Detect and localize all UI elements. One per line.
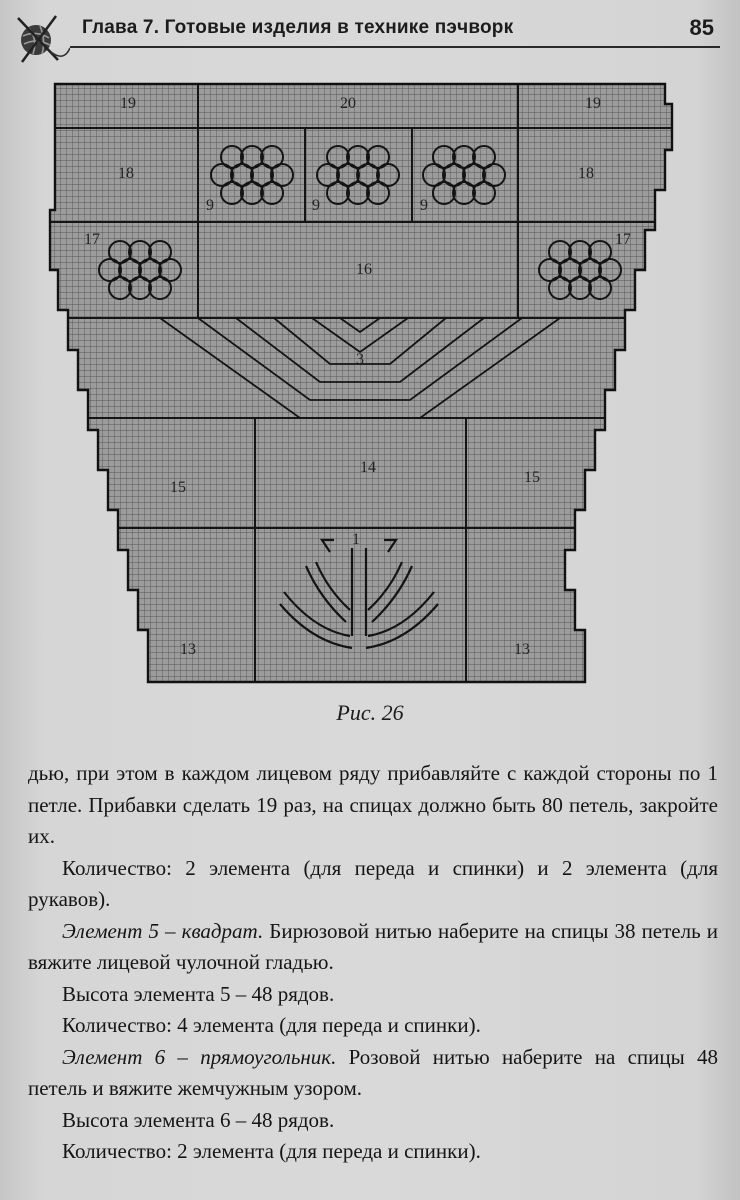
element-6-heading: Элемент 6 – прямоугольник. <box>62 1044 337 1069</box>
paragraph-continuation: дью, при этом в каждом лицевом ряду прибавляйте с каждой стороны по 1 петле. Прибавки сделать 19 раз, на спицах должно быть 80 петель, закройте их. <box>28 761 718 848</box>
label-18-left: 18 <box>118 165 134 182</box>
label-9-c: 9 <box>420 197 428 214</box>
knitting-scheme-figure <box>0 70 740 690</box>
paragraph-element-5 <box>28 916 718 979</box>
page-number: 85 <box>689 15 714 40</box>
running-header <box>0 0 740 70</box>
figure-caption: Рис. 26 <box>336 700 404 725</box>
chapter-title: Глава 7. Готовые изделия в технике пэчворк <box>82 17 514 38</box>
paragraph-height-5: Высота элемента 5 – 48 рядов. <box>62 981 335 1006</box>
paragraph-height-6: Высота элемента 6 – 48 рядов. <box>62 1107 335 1132</box>
label-17-right: 17 <box>615 231 631 248</box>
paragraph-quantity-1: Количество: 2 элемента (для переда и спинки) и 2 элемента (для рукавов). <box>28 855 718 911</box>
label-13-right: 13 <box>514 641 530 658</box>
yarn-ball-knitting-needles-icon <box>12 10 70 68</box>
label-3: 3 <box>356 351 364 368</box>
label-9-b: 9 <box>312 197 320 214</box>
paragraph-quantity-6: Количество: 2 элемента (для переда и спинки). <box>62 1139 481 1163</box>
patchwork-sweater-diagram <box>0 70 740 690</box>
label-19-left: 19 <box>120 95 136 112</box>
element-6-text: Розовой нитью наберите на спицы 48 петель и вяжите жемчужным узором. <box>28 1044 718 1100</box>
label-15-right: 15 <box>524 469 540 486</box>
label-13-left: 13 <box>180 641 196 658</box>
element-5-text: Бирюзовой нитью наберите на спицы 38 петель и вяжите лицевой чулочной гладью. <box>28 918 718 974</box>
body-text <box>28 758 718 1168</box>
label-18-right: 18 <box>578 165 594 182</box>
paragraph-quantity-5: Количество: 4 элемента (для переда и спинки). <box>62 1013 481 1037</box>
label-15-left: 15 <box>170 479 186 496</box>
header-rule <box>70 46 720 48</box>
label-9-a: 9 <box>206 197 214 214</box>
label-1: 1 <box>352 531 360 548</box>
paragraph-element-6 <box>28 1042 718 1105</box>
grid-area <box>0 70 740 690</box>
label-19-right: 19 <box>585 95 601 112</box>
label-16: 16 <box>356 261 372 278</box>
label-14: 14 <box>360 459 376 476</box>
label-20: 20 <box>340 95 356 112</box>
label-17-left: 17 <box>84 231 100 248</box>
element-5-heading: Элемент 5 – квадрат. <box>62 918 264 943</box>
